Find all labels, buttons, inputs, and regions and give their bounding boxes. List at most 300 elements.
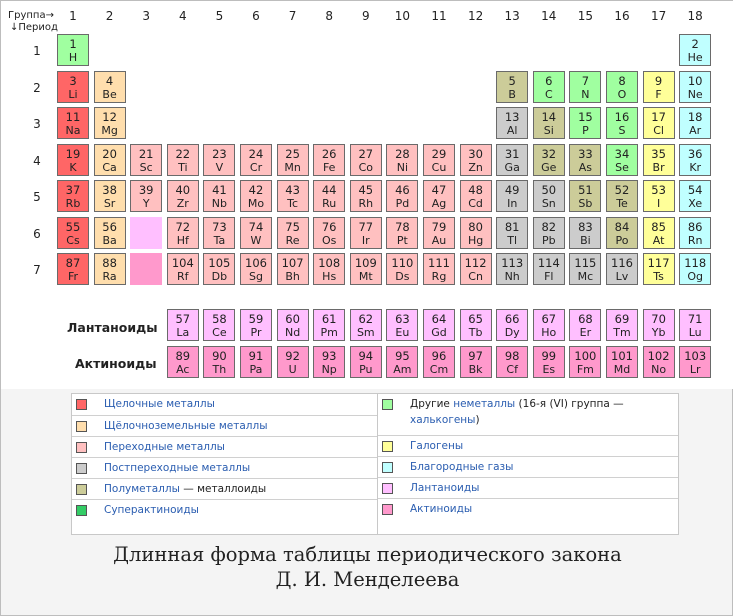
element-cell[interactable]: [386, 253, 418, 285]
element-symbol: Eu: [395, 326, 410, 339]
element-cell[interactable]: [386, 180, 418, 212]
element-cell[interactable]: [606, 144, 638, 176]
element-cell[interactable]: [423, 180, 455, 212]
element-symbol: Sm: [356, 326, 375, 339]
element-cell[interactable]: [167, 253, 199, 285]
atomic-number: 88: [102, 256, 117, 270]
legend-swatch: [76, 484, 87, 495]
atomic-number: 2: [691, 37, 699, 51]
element-cell[interactable]: [386, 346, 418, 378]
element-symbol: W: [250, 233, 262, 247]
element-cell[interactable]: [94, 253, 126, 285]
element-cell[interactable]: [533, 71, 565, 103]
element-symbol: Ds: [395, 270, 410, 283]
legend-label: Другие: [410, 398, 454, 410]
legend-link[interactable]: неметаллы: [453, 398, 516, 410]
element-cell[interactable]: [240, 253, 272, 285]
element-symbol: No: [651, 363, 667, 376]
element-cell[interactable]: [203, 144, 235, 176]
atomic-number: 71: [687, 312, 703, 326]
element-symbol: Dy: [504, 326, 520, 339]
element-symbol: Zn: [468, 160, 483, 174]
element-symbol: O: [617, 87, 627, 101]
atomic-number: 90: [212, 349, 227, 363]
atomic-number: 118: [684, 256, 707, 270]
group-label: 18: [687, 9, 703, 23]
element-cell[interactable]: [496, 71, 528, 103]
element-cell[interactable]: [679, 34, 711, 66]
element-symbol: Cs: [66, 233, 80, 247]
element-cell[interactable]: [386, 144, 418, 176]
element-symbol: Cu: [431, 160, 447, 174]
element-symbol: Tb: [468, 326, 483, 339]
legend-link[interactable]: Постпереходные металлы: [104, 462, 251, 474]
element-cell[interactable]: [167, 309, 199, 341]
element-cell[interactable]: [643, 71, 675, 103]
placeholder-cell: [130, 217, 162, 249]
group-label: 3: [142, 9, 150, 23]
atomic-number: 100: [574, 349, 597, 363]
element-cell[interactable]: [94, 71, 126, 103]
legend-label: (16-я (VI) группа —: [515, 398, 624, 410]
element-symbol: Br: [652, 160, 665, 174]
element-cell[interactable]: [679, 309, 711, 341]
atomic-number: 109: [354, 256, 377, 270]
element-symbol: Mg: [101, 124, 118, 137]
element-symbol: C: [544, 87, 553, 101]
element-cell[interactable]: [277, 346, 309, 378]
atomic-number: 47: [431, 183, 447, 197]
element-symbol: Th: [212, 363, 227, 376]
element-cell[interactable]: [606, 180, 638, 212]
element-cell[interactable]: [167, 217, 199, 249]
atomic-number: 108: [318, 256, 341, 270]
element-cell[interactable]: [94, 180, 126, 212]
element-cell[interactable]: [643, 144, 675, 176]
element-cell[interactable]: [350, 346, 382, 378]
element-cell[interactable]: [203, 309, 235, 341]
element-cell[interactable]: [533, 144, 565, 176]
element-symbol: Tc: [287, 197, 299, 210]
element-cell[interactable]: [240, 346, 272, 378]
atomic-number: 78: [395, 219, 410, 234]
element-cell[interactable]: [533, 180, 565, 212]
element-cell[interactable]: [386, 309, 418, 341]
element-cell[interactable]: [496, 180, 528, 212]
atomic-number: 35: [651, 146, 666, 161]
element-cell[interactable]: [94, 144, 126, 176]
group-label: 4: [178, 9, 187, 23]
legend-link[interactable]: Полуметаллы: [104, 483, 180, 495]
legend-item: [378, 394, 678, 436]
legend-text: [104, 420, 268, 432]
atomic-number: 60: [285, 312, 300, 326]
atomic-number: 73: [212, 219, 227, 234]
atomic-number: 115: [574, 256, 597, 270]
element-cell[interactable]: [606, 346, 638, 378]
element-cell[interactable]: [679, 217, 711, 249]
legend-link[interactable]: Переходные металлы: [104, 441, 225, 453]
atomic-number: 39: [138, 183, 154, 197]
period-label: 6: [33, 226, 41, 241]
element-symbol: Tl: [507, 233, 518, 247]
element-cell[interactable]: [569, 346, 601, 378]
atomic-number: 62: [358, 312, 374, 326]
legend-link[interactable]: Щелочные металлы: [104, 398, 215, 410]
element-symbol: Cd: [468, 197, 483, 210]
element-cell[interactable]: [533, 107, 565, 139]
element-symbol: Sg: [249, 270, 263, 283]
element-symbol: Fl: [544, 270, 554, 283]
element-symbol: Ni: [396, 160, 409, 174]
legend-text: [104, 483, 266, 495]
atomic-number: 21: [138, 146, 154, 161]
group-label: 6: [252, 9, 260, 23]
atomic-number: 12: [102, 110, 117, 124]
atomic-number: 64: [431, 312, 447, 326]
element-cell[interactable]: [277, 144, 309, 176]
element-symbol: Lr: [689, 363, 701, 376]
atomic-number: 24: [248, 146, 264, 161]
element-cell[interactable]: [643, 346, 675, 378]
element-cell[interactable]: [460, 144, 492, 176]
legend-label: — металлоиды: [179, 483, 267, 495]
element-cell[interactable]: [643, 309, 675, 341]
element-symbol: Rn: [687, 233, 703, 247]
element-cell[interactable]: [496, 309, 528, 341]
group-label: 13: [504, 9, 520, 23]
group-label: 8: [325, 9, 333, 23]
element-cell[interactable]: [496, 217, 528, 249]
atomic-number: 28: [395, 146, 410, 161]
element-cell[interactable]: [313, 217, 345, 249]
caption-line-1: Длинная форма таблицы периодического закона: [113, 543, 622, 566]
element-symbol: Bh: [285, 270, 300, 283]
group-axis-label: Группа→: [8, 10, 54, 21]
element-cell[interactable]: [679, 144, 711, 176]
element-cell[interactable]: [496, 253, 528, 285]
element-symbol: Bi: [580, 233, 591, 247]
atomic-number: 65: [468, 312, 483, 326]
element-cell[interactable]: [423, 253, 455, 285]
group-label: 2: [105, 9, 114, 23]
element-cell[interactable]: [679, 346, 711, 378]
element-cell[interactable]: [203, 346, 235, 378]
atomic-number: 54: [687, 183, 703, 197]
group-label: 5: [215, 9, 224, 23]
element-cell[interactable]: [460, 180, 492, 212]
element-cell[interactable]: [350, 309, 382, 341]
element-symbol: Sc: [139, 160, 153, 174]
element-symbol: He: [687, 51, 703, 64]
legend-item: [72, 437, 377, 458]
element-cell[interactable]: [167, 180, 199, 212]
atomic-number: 58: [212, 312, 227, 326]
atomic-number: 15: [578, 110, 593, 124]
atomic-number: 98: [504, 349, 520, 363]
element-symbol: Pd: [395, 197, 410, 210]
atomic-number: 49: [504, 183, 520, 197]
element-symbol: Se: [615, 160, 629, 174]
legend-item: [72, 458, 377, 479]
atomic-number: 66: [504, 312, 520, 326]
atomic-number: 76: [321, 219, 337, 234]
element-symbol: F: [655, 87, 662, 101]
atomic-number: 30: [468, 146, 483, 161]
element-cell[interactable]: [313, 253, 345, 285]
element-cell[interactable]: [643, 107, 675, 139]
element-cell[interactable]: [203, 180, 235, 212]
atomic-number: 117: [647, 256, 670, 270]
element-symbol: Ce: [212, 326, 227, 339]
element-cell[interactable]: [606, 71, 638, 103]
element-symbol: Xe: [688, 197, 703, 210]
element-cell[interactable]: [679, 107, 711, 139]
element-cell[interactable]: [423, 217, 455, 249]
element-symbol: Ru: [322, 197, 337, 210]
legend-item: [72, 500, 377, 520]
legend-link[interactable]: Благородные газы: [410, 461, 514, 473]
element-symbol: V: [215, 160, 224, 174]
atomic-number: 102: [647, 349, 670, 363]
element-cell[interactable]: [569, 144, 601, 176]
element-symbol: In: [507, 197, 518, 210]
element-symbol: Y: [142, 197, 150, 210]
atomic-number: 37: [65, 183, 81, 197]
element-symbol: Rg: [431, 270, 447, 283]
atomic-number: 48: [468, 183, 483, 197]
atomic-number: 72: [175, 219, 191, 234]
element-symbol: Be: [102, 87, 117, 101]
atomic-number: 111: [428, 256, 450, 270]
atomic-number: 23: [212, 146, 227, 161]
legend-swatch: [382, 399, 393, 410]
element-symbol: Sr: [103, 197, 116, 210]
atomic-number: 91: [248, 349, 264, 363]
element-cell[interactable]: [240, 144, 272, 176]
period-label: 7: [33, 263, 41, 277]
atomic-number: 84: [614, 219, 630, 234]
element-cell[interactable]: [496, 346, 528, 378]
element-cell[interactable]: [350, 217, 382, 249]
element-symbol: Ag: [431, 197, 447, 210]
element-cell[interactable]: [240, 217, 272, 249]
atomic-number: 19: [65, 146, 81, 161]
legend-item: [378, 478, 678, 499]
atomic-number: 92: [285, 349, 300, 363]
element-cell[interactable]: [386, 217, 418, 249]
element-cell[interactable]: [57, 217, 89, 249]
atomic-number: 86: [687, 219, 703, 234]
element-symbol: Zr: [176, 197, 189, 210]
element-cell[interactable]: [533, 253, 565, 285]
element-symbol: Au: [431, 233, 447, 247]
element-cell[interactable]: [606, 107, 638, 139]
element-symbol: Fr: [67, 270, 79, 283]
element-symbol: Pt: [396, 233, 408, 247]
element-symbol: Po: [615, 233, 629, 247]
element-symbol: Ta: [213, 233, 226, 247]
legend-link[interactable]: Актиноиды: [410, 503, 473, 515]
legend-text: [104, 462, 250, 474]
group-label: 9: [361, 9, 370, 23]
period-label: 4: [33, 153, 41, 168]
group-label: 15: [577, 9, 594, 23]
atomic-number: 1: [69, 37, 77, 51]
group-label: 7: [288, 9, 297, 23]
element-cell[interactable]: [313, 309, 345, 341]
atomic-number: 5: [508, 73, 516, 88]
element-cell[interactable]: [533, 346, 565, 378]
atomic-number: 6: [545, 73, 553, 88]
element-cell[interactable]: [460, 253, 492, 285]
element-cell[interactable]: [423, 346, 455, 378]
element-symbol: Re: [285, 233, 300, 247]
legend-swatch: [382, 504, 393, 515]
atomic-number: 29: [431, 146, 447, 161]
element-cell[interactable]: [460, 217, 492, 249]
element-cell[interactable]: [606, 309, 638, 341]
group-label: 1: [69, 9, 77, 23]
element-symbol: Sb: [578, 197, 593, 210]
element-symbol: Nh: [504, 270, 520, 283]
element-cell[interactable]: [167, 346, 199, 378]
legend-item: [72, 394, 377, 416]
element-cell[interactable]: [569, 253, 601, 285]
element-cell[interactable]: [313, 346, 345, 378]
legend-swatch: [76, 399, 87, 410]
figure-caption: [1, 542, 733, 592]
element-cell[interactable]: [569, 217, 601, 249]
legend-item: [72, 479, 377, 500]
legend-item: [378, 436, 678, 457]
element-symbol: Tm: [613, 326, 631, 339]
element-cell[interactable]: [350, 253, 382, 285]
element-symbol: Li: [68, 87, 78, 101]
element-cell[interactable]: [643, 253, 675, 285]
atomic-number: 31: [504, 146, 520, 161]
legend-link[interactable]: Галогены: [410, 440, 464, 452]
element-cell[interactable]: [240, 180, 272, 212]
element-symbol: Ra: [102, 270, 117, 283]
element-cell[interactable]: [569, 180, 601, 212]
atomic-number: 41: [212, 183, 227, 197]
element-cell[interactable]: [277, 309, 309, 341]
element-cell[interactable]: [167, 144, 199, 176]
element-cell[interactable]: [130, 180, 162, 212]
legend-link[interactable]: Суперактиноиды: [104, 504, 199, 516]
atomic-number: 106: [245, 256, 267, 270]
atomic-number: 26: [321, 146, 337, 161]
element-cell[interactable]: [350, 180, 382, 212]
element-cell[interactable]: [203, 217, 235, 249]
element-cell[interactable]: [643, 180, 675, 212]
atomic-number: 83: [578, 219, 593, 234]
element-cell[interactable]: [203, 253, 235, 285]
atomic-number: 9: [654, 73, 663, 88]
element-symbol: Na: [65, 124, 81, 137]
element-cell[interactable]: [57, 71, 89, 103]
element-cell[interactable]: [679, 180, 711, 212]
element-cell[interactable]: [533, 217, 565, 249]
element-cell[interactable]: [423, 144, 455, 176]
element-cell[interactable]: [569, 107, 601, 139]
lanthanides-row-label: Лантаноиды: [67, 320, 158, 335]
element-symbol: Rf: [177, 270, 189, 283]
atomic-number: 44: [321, 183, 337, 197]
element-cell[interactable]: [679, 253, 711, 285]
element-cell[interactable]: [57, 180, 89, 212]
element-cell[interactable]: [606, 253, 638, 285]
element-symbol: Np: [321, 363, 337, 376]
element-cell[interactable]: [57, 34, 89, 66]
element-cell[interactable]: [277, 180, 309, 212]
legend-link[interactable]: Лантаноиды: [410, 482, 480, 494]
element-cell[interactable]: [679, 71, 711, 103]
element-cell[interactable]: [423, 309, 455, 341]
element-cell[interactable]: [643, 217, 675, 249]
atomic-number: 18: [687, 110, 703, 124]
element-symbol: Ir: [361, 233, 370, 247]
element-symbol: Ar: [689, 124, 702, 137]
element-symbol: Ts: [653, 270, 664, 283]
legend-link[interactable]: Щёлочноземельные металлы: [104, 420, 268, 432]
element-cell[interactable]: [350, 144, 382, 176]
element-cell[interactable]: [313, 180, 345, 212]
element-cell[interactable]: [569, 71, 601, 103]
legend-text-line2: [410, 414, 624, 426]
legend-swatch: [382, 441, 393, 452]
legend-link[interactable]: халькогены: [410, 414, 476, 426]
legend: [71, 393, 679, 535]
element-cell[interactable]: [313, 144, 345, 176]
element-cell[interactable]: [606, 217, 638, 249]
element-cell[interactable]: [130, 144, 162, 176]
actinides-row-label: Актиноиды: [75, 356, 157, 371]
atomic-number: 70: [651, 312, 666, 326]
element-symbol: U: [288, 363, 297, 376]
element-cell[interactable]: [57, 253, 89, 285]
group-label: 12: [467, 9, 484, 23]
atomic-number: 57: [175, 312, 191, 326]
atomic-number: 104: [171, 256, 194, 270]
caption-line-2: Д. И. Менделеева: [275, 568, 460, 591]
element-cell[interactable]: [460, 309, 492, 341]
element-cell[interactable]: [496, 144, 528, 176]
element-cell[interactable]: [57, 107, 89, 139]
atomic-number: 74: [248, 219, 264, 234]
element-cell[interactable]: [94, 107, 126, 139]
period-label: 2: [33, 80, 41, 95]
element-symbol: As: [578, 160, 593, 174]
element-cell[interactable]: [94, 217, 126, 249]
element-cell[interactable]: [277, 217, 309, 249]
atomic-number: 45: [358, 183, 374, 197]
element-symbol: Mo: [247, 197, 265, 210]
element-cell[interactable]: [240, 309, 272, 341]
element-cell[interactable]: [57, 144, 89, 176]
element-cell[interactable]: [569, 309, 601, 341]
atomic-number: 40: [175, 183, 191, 197]
element-cell[interactable]: [460, 346, 492, 378]
element-symbol: Er: [579, 326, 592, 339]
element-cell[interactable]: [277, 253, 309, 285]
element-cell[interactable]: [533, 309, 565, 341]
element-symbol: Sn: [541, 197, 556, 210]
atomic-number: 14: [541, 110, 557, 124]
element-symbol: Fm: [576, 363, 594, 376]
element-cell[interactable]: [496, 107, 528, 139]
